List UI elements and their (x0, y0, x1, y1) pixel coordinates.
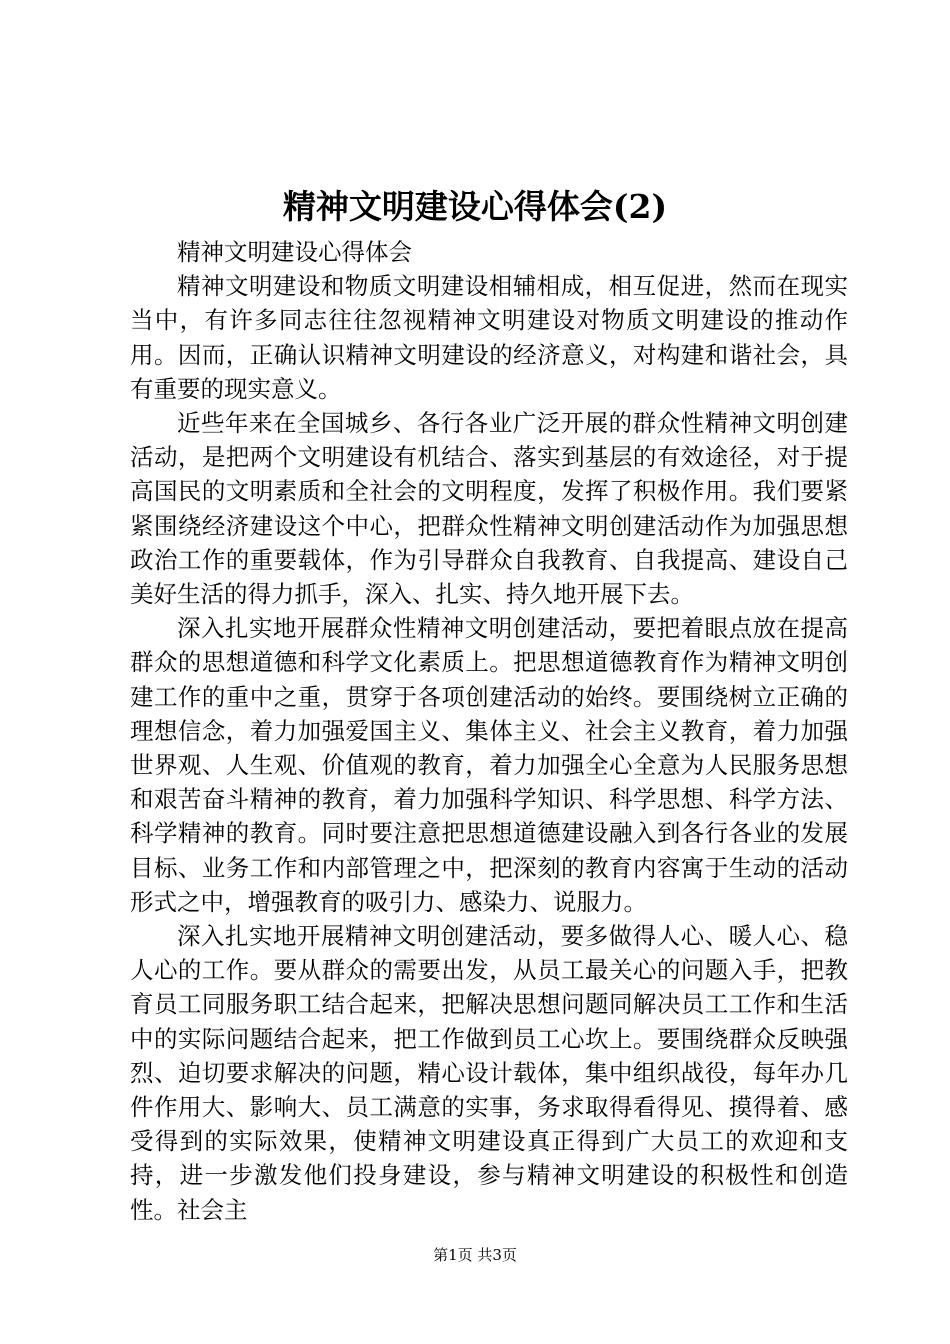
paragraph: 深入扎实地开展群众性精神文明创建活动，要把着眼点放在提高群众的思想道德和科学文化素质上。把思想道德教育作为精神文明创建工作的重中之重，贯穿于各项创建活动的始终。要围绕树立正确的理想信念，着力加强爱国主义、集体主义、社会主义教育，着力加强世界观、人生观、价值观的教育，着力加强全心全意为人民服务思想和艰苦奋斗精神的教育，着力加强科学知识、科学思想、科学方法、科学精神的教育。同时要注意把思想道德建设融入到各行各业的发展目标、业务工作和内部管理之中，把深刻的教育内容寓于生动的活动形式之中，增强教育的吸引力、感染力、说服力。 (130, 614, 848, 916)
page-number-footer: 第1页 共3页 (433, 1246, 517, 1264)
paragraph-subtitle: 精神文明建设心得体会 (177, 238, 412, 266)
paragraph: 深入扎实地开展精神文明创建活动，要多做得人心、暖人心、稳人心的工作。要从群众的需要出发，从员工最关心的问题入手，把教育员工同服务职工结合起来，把解决思想问题同解决员工工作和生活中的实际问题结合起来，把工作做到员工心坎上。要围绕群众反映强烈、迫切要求解决的问题，精心设计载体，集中组织战役，每年办几件作用大、影响大、员工满意的实事，务求取得看得见、摸得着、感受得到的实际效果，使精神文明建设真正得到广大员工的欢迎和支持，进一步激发他们投身建设，参与精神文明建设的积极性和创造性。社会主 (130, 922, 848, 1224)
paragraph: 精神文明建设和物质文明建设相辅相成，相互促进，然而在现实当中，有许多同志往往忽视精神文明建设对物质文明建设的推动作用。因而，正确认识精神文明建设的经济意义，对构建和谐社会，具有重要的现实意义。 (130, 272, 848, 403)
document-body (130, 235, 848, 1227)
paragraph: 近些年来在全国城乡、各行各业广泛开展的群众性精神文明创建活动，是把两个文明建设有机结合、落实到基层的有效途径，对于提高国民的文明素质和全社会的文明程度，发挥了积极作用。我们要紧紧围绕经济建设这个中心，把群众性精神文明创建活动作为加强思想政治工作的重要载体，作为引导群众自我教育、自我提高、建设自己美好生活的得力抓手，深入、扎实、持久地开展下去。 (130, 409, 848, 609)
document-title: 精神文明建设心得体会(2) (282, 187, 668, 226)
